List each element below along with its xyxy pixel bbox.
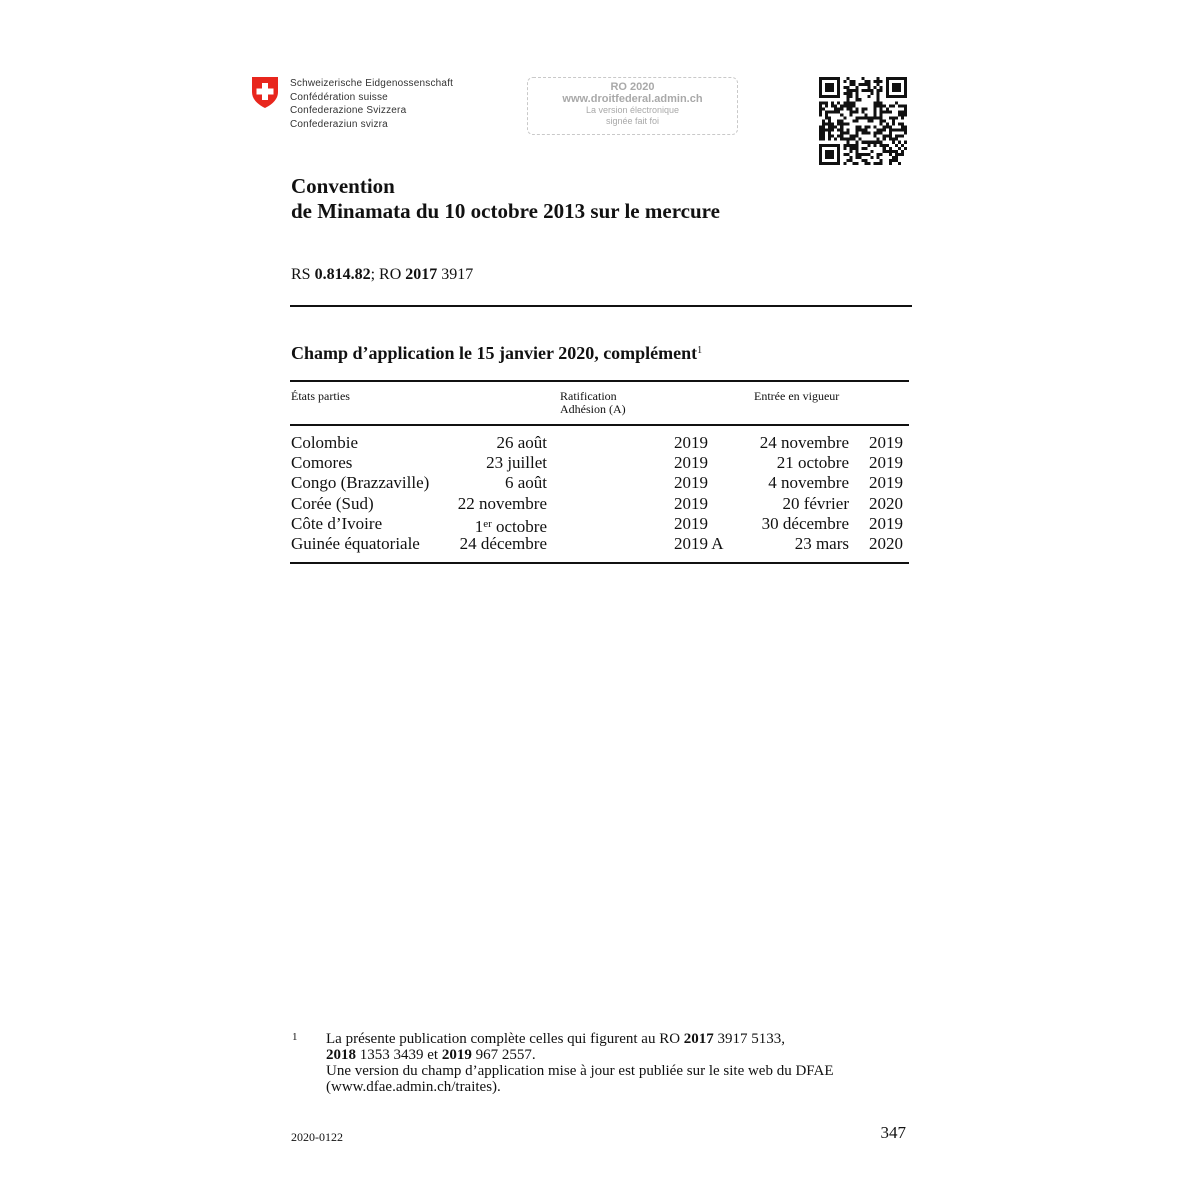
table-header-rule bbox=[290, 424, 909, 426]
footnote-line-2 bbox=[326, 1047, 834, 1063]
ref-separator: ; RO bbox=[370, 266, 406, 283]
cell-entry-year: 2020 bbox=[869, 533, 903, 553]
scope-footnote-mark: 1 bbox=[697, 345, 703, 356]
stamp-line-3: La version électronique bbox=[585, 105, 680, 115]
table-body bbox=[291, 433, 911, 554]
ratification-ordinal: er bbox=[483, 517, 492, 530]
cell-state: Colombie bbox=[291, 433, 359, 452]
cell-state: Côte d’Ivoire bbox=[291, 513, 383, 533]
document-id: 2020-0122 bbox=[291, 1130, 343, 1144]
stamp-line-4: signée fait foi bbox=[605, 116, 660, 126]
confederation-name-rm: Confederaziun svizra bbox=[290, 118, 388, 130]
ratification-month: octobre bbox=[491, 516, 547, 536]
cell-ratification-year: 2019 bbox=[674, 513, 708, 533]
footnote-l2-year-2: 2019 bbox=[441, 1047, 472, 1063]
header-ratification-line-2: Adhésion (A) bbox=[560, 402, 626, 416]
cell-state: Comores bbox=[291, 453, 353, 473]
confederation-names bbox=[290, 77, 453, 131]
cell-ratification-date bbox=[505, 473, 547, 493]
footnote-line-3: Une version du champ d’application mise à jour est publiée sur le site web du DFAE bbox=[326, 1063, 834, 1079]
footnote-line-4: (www.dfae.admin.ch/traites). bbox=[326, 1079, 501, 1095]
header-ratification-line-1: Ratification bbox=[560, 389, 617, 403]
cell-entry-year: 2019 bbox=[869, 513, 903, 533]
table-row bbox=[291, 473, 911, 493]
table-row bbox=[291, 494, 911, 514]
ratification-day: 26 août bbox=[496, 433, 547, 452]
table-bottom-rule bbox=[290, 562, 909, 564]
cell-ratification-year: 2019 A bbox=[674, 533, 724, 553]
cell-state: Corée (Sud) bbox=[291, 493, 374, 513]
ratification-day: 24 décembre bbox=[459, 533, 547, 553]
cell-entry-year: 2019 bbox=[869, 473, 903, 493]
footnote-l2-pages-2: 967 2557. bbox=[471, 1047, 536, 1063]
cell-ratification-year: 2019 bbox=[674, 473, 708, 493]
cell-entry-date: 21 octobre bbox=[776, 453, 849, 473]
cell-entry-year: 2019 bbox=[869, 453, 903, 473]
ratification-day: 23 juillet bbox=[486, 453, 547, 473]
confederation-name-fr: Confédération suisse bbox=[290, 91, 388, 103]
reference-line bbox=[291, 266, 473, 284]
ratification-day: 1 bbox=[474, 516, 484, 536]
footnote-text bbox=[326, 1031, 834, 1095]
ro-year: 2017 bbox=[405, 266, 438, 283]
title-line-2: de Minamata du 10 octobre 2013 sur le mercure bbox=[291, 199, 720, 223]
cell-entry-year: 2019 bbox=[869, 433, 903, 452]
cell-entry-year: 2020 bbox=[869, 493, 903, 513]
footnote-number: 1 bbox=[292, 1031, 298, 1043]
rs-number: 0.814.82 bbox=[314, 266, 371, 283]
header-ratification bbox=[560, 390, 626, 416]
footnote-l1-year: 2017 bbox=[683, 1031, 714, 1047]
scope-heading bbox=[291, 343, 702, 364]
electronic-version-stamp bbox=[527, 77, 738, 135]
footnote-line-1 bbox=[326, 1031, 834, 1047]
title-line-1: Convention bbox=[291, 174, 395, 198]
cell-ratification-date bbox=[496, 433, 547, 453]
ro-page: 3917 bbox=[437, 266, 474, 283]
cell-ratification-year: 2019 bbox=[674, 493, 708, 513]
confederation-name-de: Schweizerische Eidgenossenschaft bbox=[290, 78, 454, 89]
ratification-day: 22 novembre bbox=[457, 493, 547, 513]
header-entry: Entrée en vigueur bbox=[754, 389, 840, 403]
table-row bbox=[291, 433, 911, 453]
table-row bbox=[291, 453, 911, 473]
footnote-l1-pages: 3917 5133, bbox=[713, 1031, 786, 1047]
document-title bbox=[291, 174, 720, 224]
swiss-cross-shield-icon bbox=[251, 76, 279, 109]
footnote-l1-text: La présente publication complète celles qui figurent au RO bbox=[326, 1031, 684, 1047]
cell-ratification-year: 2019 bbox=[674, 453, 708, 473]
cell-ratification-date bbox=[460, 534, 547, 554]
stamp-site: www.droitfederal.admin.ch bbox=[562, 93, 703, 105]
cell-ratification-date bbox=[458, 494, 547, 514]
ratification-day: 6 août bbox=[504, 473, 547, 493]
table-row bbox=[291, 534, 911, 554]
title-divider bbox=[290, 305, 912, 307]
stamp-ro: RO 2020 bbox=[610, 81, 655, 93]
qr-code-icon bbox=[819, 77, 907, 165]
header-states: États parties bbox=[291, 389, 350, 403]
table-row bbox=[291, 514, 911, 534]
footnote-l2-year-1: 2018 bbox=[326, 1047, 356, 1063]
confederation-name-it: Confederazione Svizzera bbox=[290, 105, 407, 116]
cell-entry-date: 23 mars bbox=[794, 533, 849, 553]
cell-entry-date: 24 novembre bbox=[759, 433, 849, 452]
cell-state: Congo (Brazzaville) bbox=[291, 473, 430, 493]
footnote-l2-pages-1: 1353 3439 et bbox=[356, 1047, 442, 1063]
cell-ratification-year: 2019 bbox=[674, 433, 708, 452]
cell-entry-date: 20 février bbox=[782, 493, 849, 513]
rs-prefix: RS bbox=[291, 266, 315, 283]
page-number: 347 bbox=[880, 1123, 906, 1142]
scope-heading-text: Champ d’application le 15 janvier 2020, complément bbox=[291, 343, 698, 363]
cell-state: Guinée équatoriale bbox=[291, 533, 420, 553]
cell-entry-date: 4 novembre bbox=[768, 473, 849, 493]
cell-ratification-date bbox=[486, 453, 547, 473]
cell-entry-date: 30 décembre bbox=[761, 513, 849, 533]
table-top-rule bbox=[290, 380, 909, 382]
